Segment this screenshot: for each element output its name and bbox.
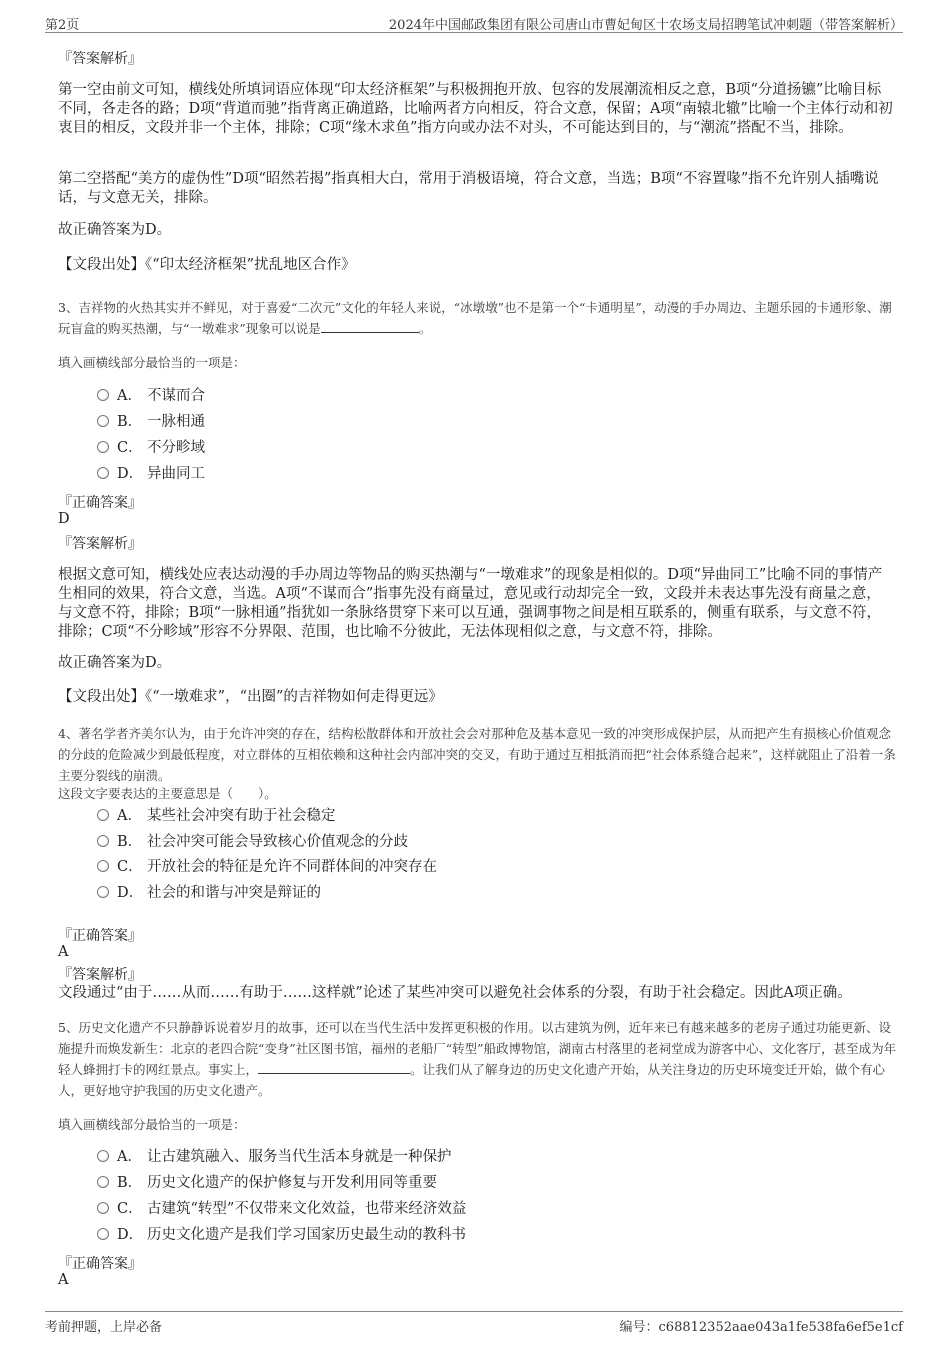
q3-analysis: 根据文意可知，横线处应表达动漫的手办周边等物品的购买热潮与“一墩难求”的现象是相似的。D项“异曲同工”比喻不同的事情产生相同的效果，符合文意，当选。A项“不谋而合”指事先没有商量过，意见或行动却完全一致，文段并未表达事先没有商量之意，与文意不符，排除；B项“一脉相通”指犹如一条脉络贯穿下来可以互通，强调事物之间是相互联系的，侧重有联系，与文意不符，排除；C项“不分畛域”形容不分界限、范围，也比喻不分彼此，无法体现相似之意，与文意不符，排除。 — [58, 567, 883, 640]
q3-option-c[interactable] — [97, 438, 205, 458]
option-text: 异曲同工 — [147, 466, 205, 482]
option-text: 让古建筑融入、服务当代生活本身就是一种保护 — [147, 1149, 452, 1165]
radio-icon[interactable] — [97, 1150, 109, 1162]
option-letter: D． — [117, 1227, 144, 1243]
radio-icon[interactable] — [97, 1202, 109, 1214]
q4-correct-label: 『正确答案』 — [58, 928, 142, 944]
q3-stem — [58, 297, 903, 339]
q5-option-b[interactable] — [97, 1173, 437, 1193]
footer-slogan: 考前押题，上岸必备 — [45, 1320, 163, 1335]
option-letter: A． — [117, 388, 142, 404]
radio-icon[interactable] — [97, 860, 109, 872]
page-number: 第2页 — [45, 18, 80, 33]
q5-prompt: 填入画横线部分最恰当的一项是： — [58, 1117, 246, 1132]
option-text: 一脉相通 — [147, 414, 205, 430]
q2-source: 【文段出处】《“印太经济框架”扰乱地区合作》 — [58, 257, 356, 273]
radio-icon[interactable] — [97, 467, 109, 479]
page-footer — [45, 1311, 903, 1336]
q4-analysis: 文段通过“由于……从而……有助于……这样就”论述了某些冲突可以避免社会体系的分裂，有助于社会稳定。因此A项正确。 — [58, 985, 852, 1001]
q3-option-d[interactable] — [97, 464, 205, 484]
option-text: 社会的和谐与冲突是辩证的 — [147, 885, 321, 901]
radio-icon[interactable] — [97, 441, 109, 453]
q5-correct-label: 『正确答案』 — [58, 1256, 142, 1272]
q5-stem-text: 5、历史文化遗产不只静静诉说着岁月的故事，还可以在当代生活中发挥更积极的作用。以古建筑为例，近年来已有越来越多的老房子通过功能更新、设施提升而焕发新生：北京的老四合院“变身”社区图书馆，福州的老船厂“转型”船政博物馆，湖南古村落里的老祠堂成为游客中心、文化客厅，甚至成为年轻人蜂拥打卡的网红景点。事实上， — [58, 1020, 897, 1077]
q3-option-b[interactable] — [97, 412, 205, 432]
option-letter: D． — [117, 885, 144, 901]
document-title: 2024年中国邮政集团有限公司唐山市曹妃甸区十农场支局招聘笔试冲刺题（带答案解析） — [388, 18, 903, 33]
option-text: 古建筑“转型”不仅带来文化效益，也带来经济效益 — [147, 1201, 467, 1217]
q3-source: 【文段出处】《“一墩难求”，“出圈”的吉祥物如何走得更远》 — [58, 689, 443, 705]
q4-correct-answer: A — [58, 944, 69, 960]
q2-analysis-p1: 第一空由前文可知，横线处所填词语应体现“印太经济框架”与积极拥抱开放、包容的发展潮流相反之意，B项“分道扬镳”比喻目标不同，各走各的路；D项“背道而驰”指背离正确道路，比喻两者方向相反，符合文意，保留；A项“南辕北辙”比喻一个主体行动和初衷目的相反，文段并非一个主体，排除；C项“缘木求鱼”指方向或办法不对头，不可能达到目的，与“潮流”搭配不当，排除。 — [58, 82, 893, 136]
option-letter: B． — [117, 414, 143, 430]
q5-option-a[interactable] — [97, 1147, 452, 1167]
fill-blank — [321, 320, 419, 333]
document-id: 编号：c68812352aae043a1fe538fa6ef5e1cf — [619, 1320, 903, 1335]
q4-option-d[interactable] — [97, 883, 321, 903]
option-letter: B． — [117, 834, 143, 850]
fill-blank — [258, 1061, 410, 1074]
q2-conclusion: 故正确答案为D。 — [58, 222, 172, 238]
q3-conclusion: 故正确答案为D。 — [58, 655, 172, 671]
option-text: 历史文化遗产是我们学习国家历史最生动的教科书 — [147, 1227, 466, 1243]
q3-correct-label: 『正确答案』 — [58, 495, 142, 511]
option-letter: C． — [117, 440, 143, 456]
radio-icon[interactable] — [97, 809, 109, 821]
q3-stem-text: 3、吉祥物的火热其实并不鲜见，对于喜爱“二次元”文化的年轻人来说，“冰墩墩”也不是第一个“卡通明星”，动漫的手办周边、主题乐园的卡通形象、潮玩盲盒的购买热潮，与“一墩难求”现象可以说是 — [58, 300, 892, 336]
q4-option-b[interactable] — [97, 832, 408, 852]
radio-icon[interactable] — [97, 835, 109, 847]
option-letter: C． — [117, 859, 143, 875]
option-text: 不分畛域 — [147, 440, 205, 456]
q4-analysis-label: 『答案解析』 — [58, 967, 142, 983]
option-text: 某些社会冲突有助于社会稳定 — [147, 808, 336, 824]
q3-analysis-label: 『答案解析』 — [58, 536, 142, 552]
radio-icon[interactable] — [97, 1228, 109, 1240]
option-letter: D． — [117, 466, 144, 482]
option-letter: A． — [117, 808, 142, 824]
option-text: 开放社会的特征是允许不同群体间的冲突存在 — [147, 859, 437, 875]
q4-prompt: 这段文字要表达的主要意思是（ ）。 — [58, 786, 277, 801]
radio-icon[interactable] — [97, 1176, 109, 1188]
page-header — [45, 10, 903, 33]
option-text: 社会冲突可能会导致核心价值观念的分歧 — [147, 834, 408, 850]
option-letter: C． — [117, 1201, 143, 1217]
q5-option-d[interactable] — [97, 1225, 466, 1245]
q4-option-a[interactable] — [97, 806, 336, 826]
q3-option-a[interactable] — [97, 386, 205, 406]
q2-analysis-p2: 第二空搭配“美方的虚伪性”D项“昭然若揭”指真相大白，常用于消极语境，符合文意，当选；B项“不容置喙”指不允许别人插嘴说话，与文意无关，排除。 — [58, 171, 879, 206]
q4-stem: 4、著名学者齐美尔认为，由于允许冲突的存在，结构松散群体和开放社会会对那种危及基本意见一致的冲突形成保护层，从而把产生有损核心价值观念的分歧的危险减少到最低程度，对立群体的互相依赖和这种社会内部冲突的交叉，有助于通过互相抵消而把“社会体系缝合起来”，这样就阻止了沿着一条主要分裂线的崩溃。 — [58, 726, 896, 783]
q2-analysis-label: 『答案解析』 — [58, 51, 142, 67]
radio-icon[interactable] — [97, 415, 109, 427]
q5-option-c[interactable] — [97, 1199, 466, 1219]
option-text: 历史文化遗产的保护修复与开发利用同等重要 — [147, 1175, 437, 1191]
option-letter: A． — [117, 1149, 142, 1165]
q3-correct-answer: D — [58, 511, 70, 527]
q5-correct-answer: A — [58, 1272, 69, 1288]
q5-stem-end: 。让我们从了解身边的历史文化遗产开始，从关注身边的历史环境变迁开始，做个有心人，更好地守护我国的历史文化遗产。 — [58, 1062, 886, 1098]
q3-prompt: 填入画横线部分最恰当的一项是： — [58, 355, 246, 370]
q5-stem — [58, 1017, 903, 1101]
q4-option-c[interactable] — [97, 857, 437, 877]
q3-stem-end: 。 — [418, 321, 432, 336]
option-text: 不谋而合 — [147, 388, 205, 404]
radio-icon[interactable] — [97, 886, 109, 898]
option-letter: B． — [117, 1175, 143, 1191]
radio-icon[interactable] — [97, 389, 109, 401]
